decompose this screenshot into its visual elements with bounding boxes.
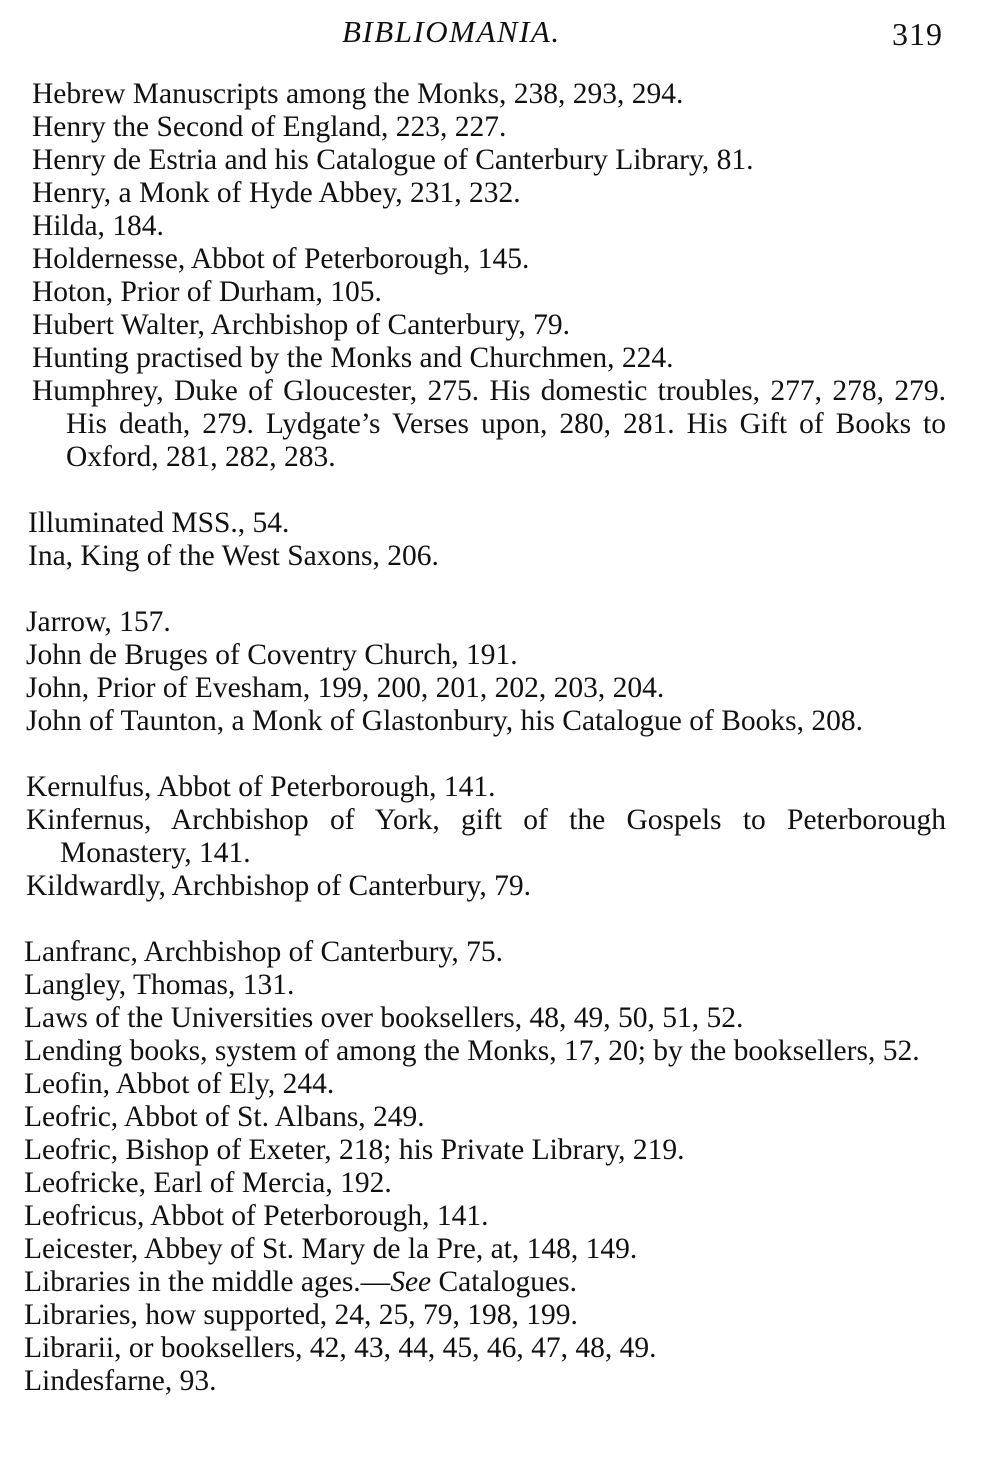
index-entry: Lanfranc, Archbishop of Canterbury, 75.	[24, 936, 503, 968]
index-entry: Lindesfarne, 93.	[24, 1365, 217, 1397]
index-entry: Hubert Walter, Archbishop of Canterbury, 79.	[32, 309, 570, 341]
index-entry: Leicester, Abbey of St. Mary de la Pre, at, 148, 149.	[24, 1233, 638, 1265]
index-entry: John, Prior of Evesham, 199, 200, 201, 202, 203, 204.	[26, 672, 665, 704]
index-entry: Hoton, Prior of Durham, 105.	[32, 276, 382, 308]
index-entry: Librarii, or booksellers, 42, 43, 44, 45, 46, 47, 48, 49.	[24, 1332, 657, 1364]
entry-text: Catalogues.	[431, 1266, 577, 1298]
index-entry: Hunting practised by the Monks and Churchmen, 224.	[32, 342, 674, 374]
running-head	[0, 14, 1000, 58]
index-section-l	[24, 936, 946, 1398]
index-entry: Holdernesse, Abbot of Peterborough, 145.	[32, 243, 530, 275]
index-entry: Henry the Second of England, 223, 227.	[32, 111, 507, 143]
index-section-i	[28, 507, 946, 573]
index-entry: Henry, a Monk of Hyde Abbey, 231, 232.	[32, 177, 521, 209]
index-list	[24, 78, 946, 1431]
index-entry: Jarrow, 157.	[26, 606, 171, 638]
index-entry-cross-reference	[24, 1266, 946, 1299]
index-entry: Illuminated MSS., 54.	[28, 507, 290, 539]
index-entry: Humphrey, Duke of Gloucester, 275. His domestic troubles, 277, 278, 279. His death, 279. Lydgate’s Verses upon, 280, 281. His Gift of Books to Oxford, 281, 282, 283.	[32, 375, 946, 473]
index-entry: Libraries, how supported, 24, 25, 79, 198, 199.	[24, 1299, 578, 1331]
index-entry: Leofric, Abbot of St. Albans, 249.	[24, 1101, 425, 1133]
see-reference: See	[390, 1266, 432, 1298]
index-entry: Laws of the Universities over booksellers, 48, 49, 50, 51, 52.	[24, 1002, 744, 1034]
running-title: BIBLIOMANIA.	[342, 14, 561, 49]
index-section-h	[32, 78, 946, 474]
index-entry: Leofric, Bishop of Exeter, 218; his Private Library, 219.	[24, 1134, 685, 1166]
index-entry: Hilda, 184.	[32, 210, 164, 242]
index-entry: John de Bruges of Coventry Church, 191.	[26, 639, 518, 671]
index-section-j	[26, 606, 946, 738]
index-entry: Leofricus, Abbot of Peterborough, 141.	[24, 1200, 489, 1232]
index-entry: Langley, Thomas, 131.	[24, 969, 295, 1001]
index-section-k	[26, 771, 946, 903]
index-entry: Kinfernus, Archbishop of York, gift of the Gospels to Peterborough Monastery, 141.	[26, 804, 946, 869]
page-number: 319	[892, 16, 943, 52]
index-entry: Kernulfus, Abbot of Peterborough, 141.	[26, 771, 496, 803]
index-entry: Leofin, Abbot of Ely, 244.	[24, 1068, 335, 1100]
entry-text: Libraries in the middle ages.—	[24, 1266, 391, 1298]
index-entry: Lending books, system of among the Monks, 17, 20; by the booksellers, 52.	[24, 1035, 920, 1067]
index-entry: Henry de Estria and his Catalogue of Canterbury Library, 81.	[32, 144, 754, 176]
index-entry: Ina, King of the West Saxons, 206.	[28, 540, 439, 572]
index-entry: Kildwardly, Archbishop of Canterbury, 79.	[26, 870, 531, 902]
index-entry: Leofricke, Earl of Mercia, 192.	[24, 1167, 392, 1199]
index-entry: Hebrew Manuscripts among the Monks, 238, 293, 294.	[32, 78, 684, 110]
index-entry: John of Taunton, a Monk of Glastonbury, his Catalogue of Books, 208.	[26, 705, 863, 737]
